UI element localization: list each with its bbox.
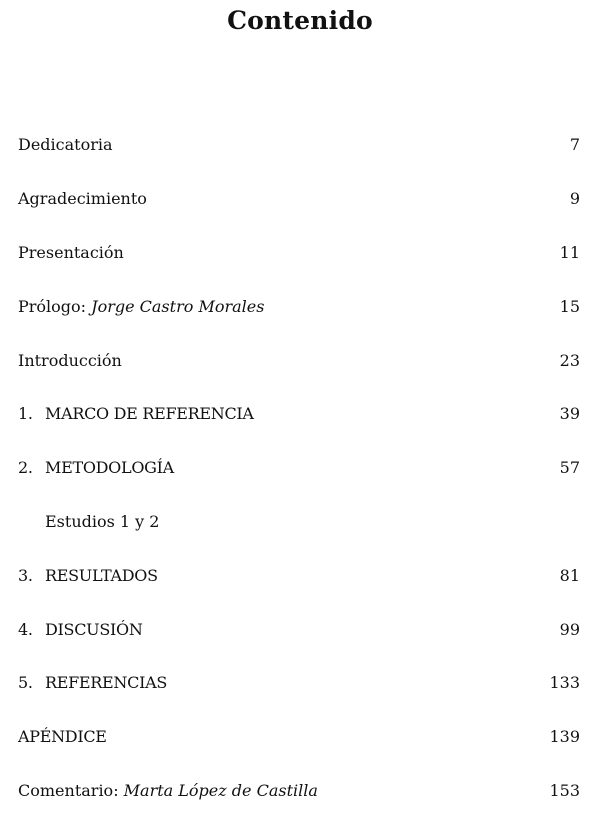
toc-entry-page: 23 <box>559 350 580 370</box>
toc-entry-page: 153 <box>549 780 580 800</box>
toc-entry-metodologia[interactable] <box>18 441 580 495</box>
toc-entry-label: APÉNDICE <box>18 727 107 747</box>
toc-entry-page: 39 <box>559 404 580 424</box>
toc-entry-label: Dedicatoria <box>18 135 113 155</box>
toc-entry-label: 5. REFERENCIAS <box>18 673 168 693</box>
toc-entry-apendice[interactable] <box>18 710 580 764</box>
toc-entry-resultados[interactable] <box>18 548 580 602</box>
toc-entry-label: Estudios 1 y 2 <box>45 511 160 531</box>
toc-entry-page: 139 <box>549 727 580 747</box>
toc-entry-label: Introducción <box>18 350 122 370</box>
toc-entry-label: Presentación <box>18 242 124 262</box>
toc-entry-page: 81 <box>559 565 580 585</box>
toc-entry-label: 3. RESULTADOS <box>18 565 158 585</box>
toc-entry-page: 57 <box>559 458 580 478</box>
toc-entry-page: 15 <box>559 296 580 316</box>
table-of-contents <box>18 118 580 817</box>
toc-entry-number: 4. <box>18 619 33 639</box>
toc-entry-page: 99 <box>559 619 580 639</box>
toc-entry-author: Jorge Castro Morales <box>91 296 265 316</box>
toc-entry-comentario[interactable] <box>18 764 580 817</box>
toc-entry-marco-de-referencia[interactable] <box>18 387 580 441</box>
toc-entry-dedicatoria[interactable] <box>18 118 580 172</box>
toc-entry-page: 11 <box>559 242 580 262</box>
toc-entry-number: 2. <box>18 458 33 478</box>
toc-entry-presentacion[interactable] <box>18 226 580 280</box>
toc-entry-estudios[interactable] <box>18 495 580 549</box>
toc-entry-number: 3. <box>18 565 33 585</box>
toc-entry-introduccion[interactable] <box>18 333 580 387</box>
toc-entry-label: Comentario: Marta López de Castilla <box>18 780 318 800</box>
toc-entry-label: 4. DISCUSIÓN <box>18 619 143 639</box>
toc-entry-number: 5. <box>18 673 33 693</box>
toc-entry-label: Agradecimiento <box>18 189 147 209</box>
toc-entry-label: Prólogo: Jorge Castro Morales <box>18 296 265 316</box>
toc-entry-page: 9 <box>569 189 580 209</box>
toc-entry-author: Marta López de Castilla <box>123 780 318 800</box>
toc-entry-page: 7 <box>569 135 580 155</box>
toc-entry-referencias[interactable] <box>18 656 580 710</box>
page-title: Contenido <box>227 6 373 35</box>
toc-entry-prologo[interactable] <box>18 279 580 333</box>
toc-entry-label: 2. METODOLOGÍA <box>18 458 174 478</box>
toc-entry-number: 1. <box>18 404 33 424</box>
toc-entry-page: 133 <box>549 673 580 693</box>
toc-entry-agradecimiento[interactable] <box>18 172 580 226</box>
toc-entry-discusion[interactable] <box>18 602 580 656</box>
toc-entry-label: 1. MARCO DE REFERENCIA <box>18 404 254 424</box>
